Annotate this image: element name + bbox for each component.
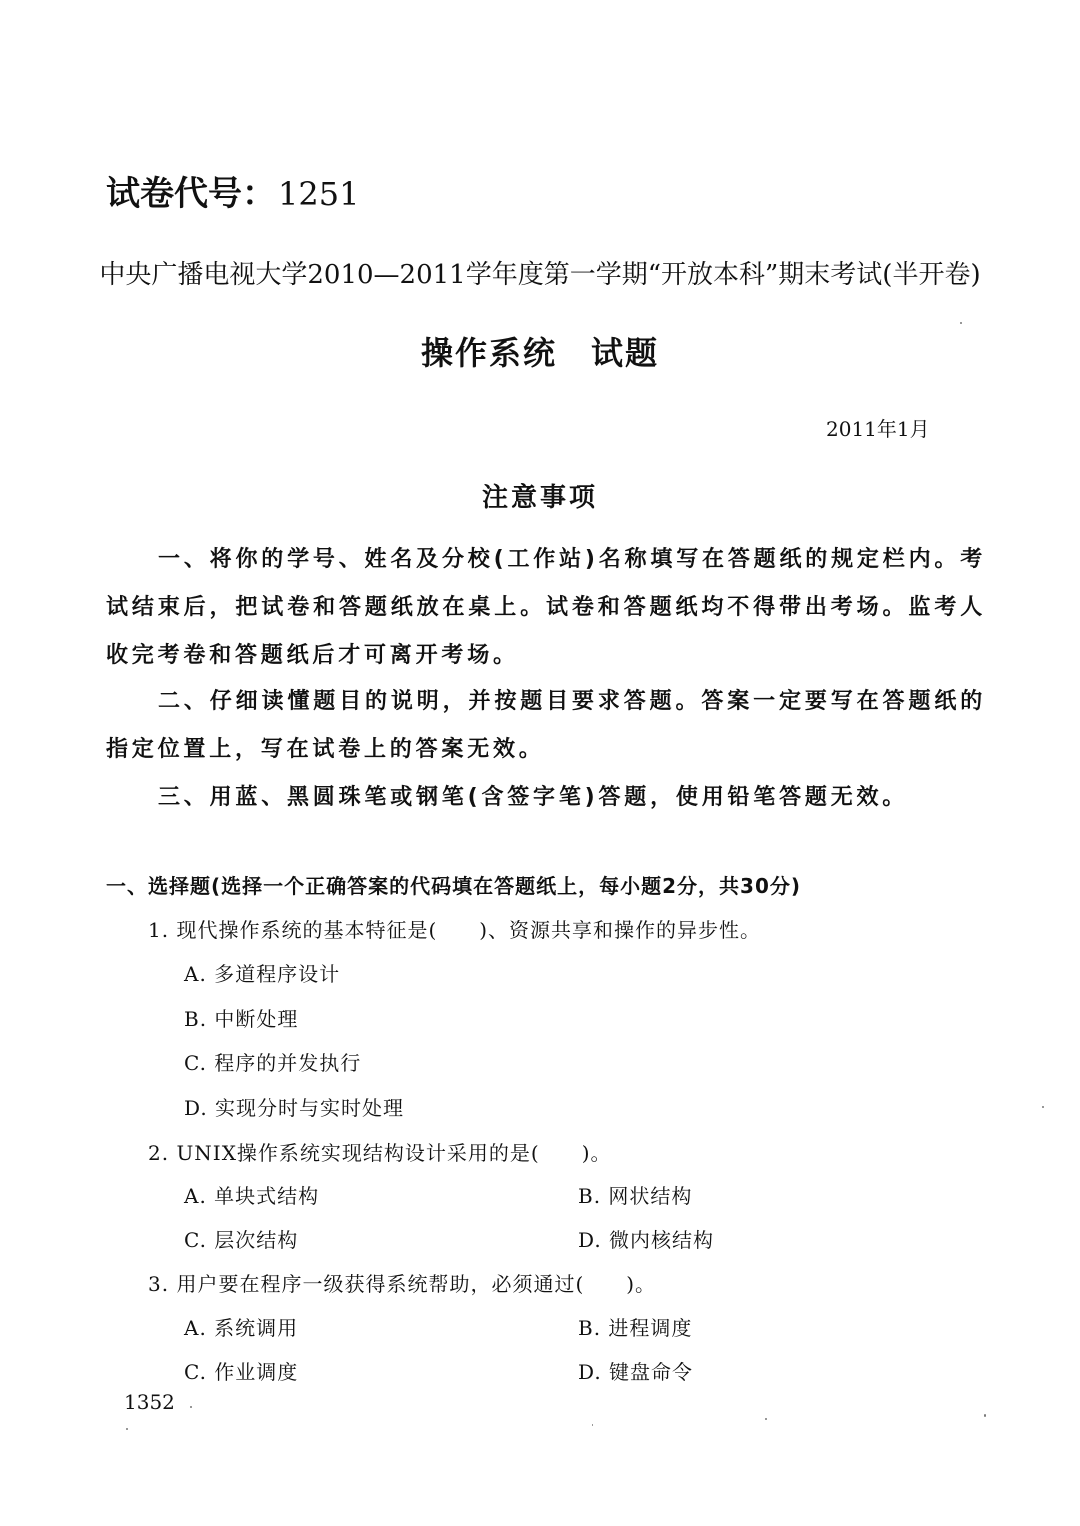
question-2-option-b: B. 网状结构 <box>578 1184 693 1208</box>
paper-date: 2011年1月 <box>826 417 930 441</box>
paper-code-label: 试卷代号： <box>106 174 276 214</box>
paper-code <box>106 166 359 215</box>
notice-item-2 <box>106 678 986 774</box>
notice-item-1-text: 一、将你的学号、姓名及分校(工作站)名称填写在答题纸的规定栏内。考试结束后，把试卷和答题纸放在桌上。试卷和答题纸均不得带出考场。监考人收完考卷和答题纸后才可离开考场。 <box>106 547 986 668</box>
question-2-option-d: D. 微内核结构 <box>578 1228 715 1252</box>
question-2-option-c: C. 层次结构 <box>184 1228 299 1252</box>
question-1-stem: 1. 现代操作系统的基本特征是( )、资源共享和操作的异步性。 <box>148 918 762 942</box>
question-1-option-c: C. 程序的并发执行 <box>184 1051 362 1075</box>
paper-code-number: 1251 <box>278 175 360 213</box>
notice-item-2-text: 二、仔细读懂题目的说明，并按题目要求答题。答案一定要写在答题纸的指定位置上，写在试卷上的答案无效。 <box>106 689 986 762</box>
question-2-stem: 2. UNIX操作系统实现结构设计采用的是( )。 <box>148 1141 612 1165</box>
scan-speck <box>126 1428 128 1430</box>
question-3-option-a: A. 系统调用 <box>184 1316 299 1340</box>
scan-speck <box>592 1424 593 1426</box>
notice-item-1 <box>106 536 986 680</box>
question-3-option-d: D. 键盘命令 <box>578 1360 694 1384</box>
question-3-option-b: B. 进程调度 <box>578 1316 693 1340</box>
paper-title: 操作系统 试题 <box>420 334 659 372</box>
scan-speck <box>190 1406 192 1408</box>
page-number: 1352 <box>124 1390 175 1414</box>
exam-header: 中央广播电视大学2010—2011学年度第一学期“开放本科”期末考试(半开卷) <box>99 260 981 290</box>
scan-speck <box>984 1414 986 1417</box>
question-3-option-c: C. 作业调度 <box>184 1360 299 1384</box>
question-1-option-b: B. 中断处理 <box>184 1007 299 1031</box>
scan-speck <box>1042 1106 1044 1108</box>
question-1-option-a: A. 多道程序设计 <box>184 962 341 986</box>
notice-title: 注意事项 <box>481 483 598 513</box>
notice-item-3 <box>106 774 986 822</box>
scan-speck <box>960 322 962 324</box>
section-heading: 一、选择题(选择一个正确答案的代码填在答题纸上，每小题2分，共30分) <box>106 874 802 898</box>
question-3-stem: 3. 用户要在程序一级获得系统帮助，必须通过( )。 <box>148 1272 657 1296</box>
notice-item-3-text: 三、用蓝、黑圆珠笔或钢笔(含签字笔)答题，使用铅笔答题无效。 <box>158 785 909 810</box>
scan-speck <box>765 1418 767 1420</box>
question-1-option-d: D. 实现分时与实时处理 <box>184 1096 405 1120</box>
question-2-option-a: A. 单块式结构 <box>184 1184 320 1208</box>
